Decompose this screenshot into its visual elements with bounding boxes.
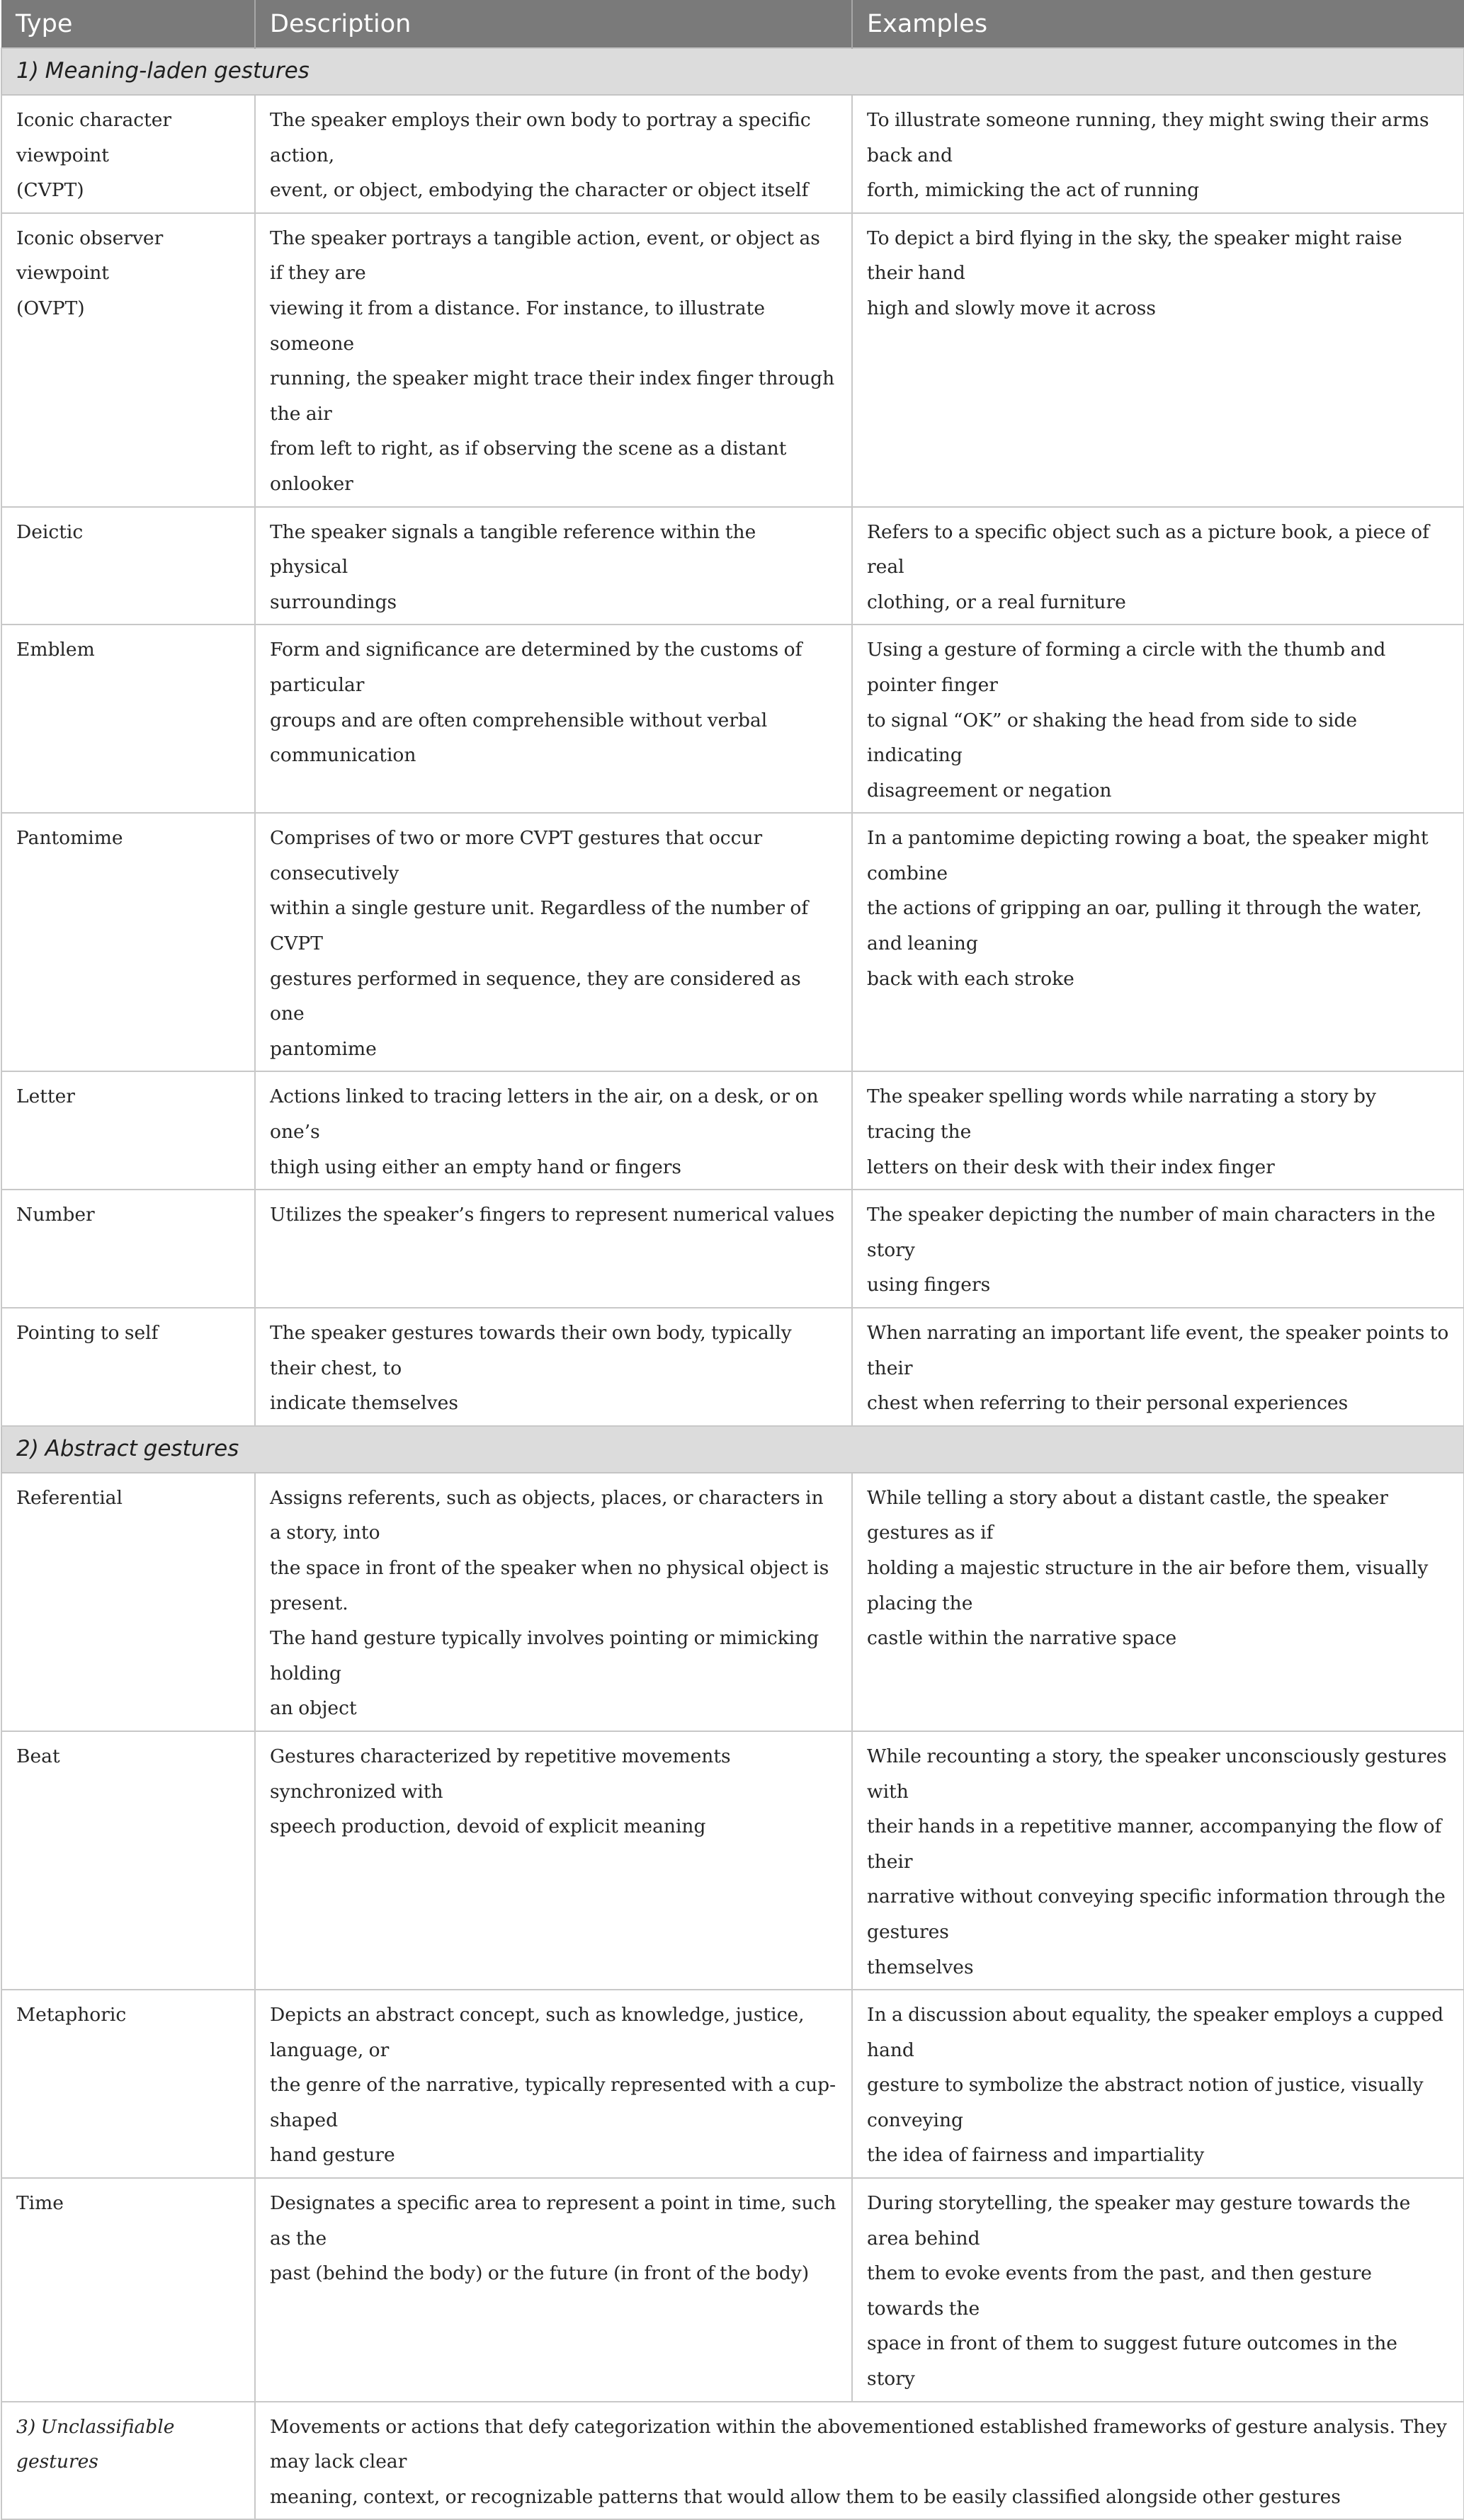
type-cell: Time bbox=[1, 2178, 255, 2402]
gesture-classification-table bbox=[1, 0, 1464, 2520]
description-cell: The speaker employs their own body to portray a specific action, event, or object, embodying the character or object itself bbox=[255, 95, 852, 213]
header-examples: Examples bbox=[852, 0, 1464, 48]
table-row bbox=[1, 95, 1464, 213]
table-row bbox=[1, 2178, 1464, 2402]
description-cell: Assigns referents, such as objects, places, or characters in a story, into the space in front of the speaker when no physical object is present. The hand gesture typically involves pointing or mimicking holding an object bbox=[255, 1473, 852, 1731]
description-cell: Actions linked to tracing letters in the air, on a desk, or on one’s thigh using either an empty hand or fingers bbox=[255, 1071, 852, 1190]
header-row bbox=[1, 0, 1464, 48]
unclassifiable-type-cell: 3) Unclassifiable gestures bbox=[1, 2402, 255, 2520]
section-title: 1) Meaning-laden gestures bbox=[1, 48, 1464, 95]
example-cell: To illustrate someone running, they might swing their arms back and forth, mimicking the act of running bbox=[852, 95, 1464, 213]
table-row bbox=[1, 625, 1464, 813]
description-cell: The speaker gestures towards their own body, typically their chest, to indicate themselves bbox=[255, 1308, 852, 1426]
header-type: Type bbox=[1, 0, 255, 48]
table-row bbox=[1, 507, 1464, 625]
example-cell: Using a gesture of forming a circle with the thumb and pointer finger to signal “OK” or shaking the head from side to side indicating disagreement or negation bbox=[852, 625, 1464, 813]
table-row bbox=[1, 1990, 1464, 2178]
example-cell: While telling a story about a distant castle, the speaker gestures as if holding a majestic structure in the air before them, visually placing the castle within the narrative space bbox=[852, 1473, 1464, 1731]
table-row bbox=[1, 813, 1464, 1071]
example-cell: When narrating an important life event, the speaker points to their chest when referring to their personal experiences bbox=[852, 1308, 1464, 1426]
example-cell: The speaker spelling words while narrating a story by tracing the letters on their desk with their index finger bbox=[852, 1071, 1464, 1190]
type-cell: Iconic character viewpoint (CVPT) bbox=[1, 95, 255, 213]
table-row bbox=[1, 1190, 1464, 1308]
table-row bbox=[1, 1071, 1464, 1190]
table-row bbox=[1, 1308, 1464, 1426]
type-cell: Emblem bbox=[1, 625, 255, 813]
example-cell: Refers to a specific object such as a picture book, a piece of real clothing, or a real furniture bbox=[852, 507, 1464, 625]
description-cell: Depicts an abstract concept, such as knowledge, justice, language, or the genre of the narrative, typically represented with a cup-shaped hand gesture bbox=[255, 1990, 852, 2178]
example-cell: While recounting a story, the speaker unconsciously gestures with their hands in a repetitive manner, accompanying the flow of their narrative without conveying specific information through the gestures themselves bbox=[852, 1731, 1464, 1990]
type-cell: Iconic observer viewpoint (OVPT) bbox=[1, 213, 255, 507]
header-description: Description bbox=[255, 0, 852, 48]
type-cell: Pointing to self bbox=[1, 1308, 255, 1426]
description-cell: The speaker signals a tangible reference within the physical surroundings bbox=[255, 507, 852, 625]
type-cell: Metaphoric bbox=[1, 1990, 255, 2178]
description-cell: Designates a specific area to represent a point in time, such as the past (behind the body) or the future (in front of the body) bbox=[255, 2178, 852, 2402]
section-row bbox=[1, 48, 1464, 95]
type-cell: Beat bbox=[1, 1731, 255, 1990]
example-cell: During storytelling, the speaker may gesture towards the area behind them to evoke events from the past, and then gesture towards the space in front of them to suggest future outcomes in the story bbox=[852, 2178, 1464, 2402]
unclassifiable-row bbox=[1, 2402, 1464, 2520]
table-body bbox=[1, 48, 1464, 2519]
description-cell: Comprises of two or more CVPT gestures that occur consecutively within a single gesture unit. Regardless of the number of CVPT gestures performed in sequence, they are considered as one pantomime bbox=[255, 813, 852, 1071]
example-cell: To depict a bird flying in the sky, the speaker might raise their hand high and slowly move it across bbox=[852, 213, 1464, 507]
type-cell: Number bbox=[1, 1190, 255, 1308]
type-cell: Deictic bbox=[1, 507, 255, 625]
table-header bbox=[1, 0, 1464, 48]
type-cell: Pantomime bbox=[1, 813, 255, 1071]
table-row bbox=[1, 213, 1464, 507]
unclassifiable-description-cell: Movements or actions that defy categorization within the abovementioned established frameworks of gesture analysis. They may lack clear meaning, context, or recognizable patterns that would allow them to be easily classified alongside other gestures bbox=[255, 2402, 1464, 2520]
description-cell: Utilizes the speaker’s fingers to represent numerical values bbox=[255, 1190, 852, 1308]
example-cell: The speaker depicting the number of main characters in the story using fingers bbox=[852, 1190, 1464, 1308]
example-cell: In a pantomime depicting rowing a boat, the speaker might combine the actions of gripping an oar, pulling it through the water, and leaning back with each stroke bbox=[852, 813, 1464, 1071]
description-cell: Form and significance are determined by the customs of particular groups and are often comprehensible without verbal communication bbox=[255, 625, 852, 813]
section-title: 2) Abstract gestures bbox=[1, 1426, 1464, 1473]
description-cell: Gestures characterized by repetitive movements synchronized with speech production, devoid of explicit meaning bbox=[255, 1731, 852, 1990]
example-cell: In a discussion about equality, the speaker employs a cupped hand gesture to symbolize the abstract notion of justice, visually conveying the idea of fairness and impartiality bbox=[852, 1990, 1464, 2178]
table-row bbox=[1, 1473, 1464, 1731]
section-row bbox=[1, 1426, 1464, 1473]
type-cell: Letter bbox=[1, 1071, 255, 1190]
type-cell: Referential bbox=[1, 1473, 255, 1731]
description-cell: The speaker portrays a tangible action, event, or object as if they are viewing it from a distance. For instance, to illustrate someone running, the speaker might trace their index finger through the air from left to right, as if observing the scene as a distant onlooker bbox=[255, 213, 852, 507]
table-row bbox=[1, 1731, 1464, 1990]
